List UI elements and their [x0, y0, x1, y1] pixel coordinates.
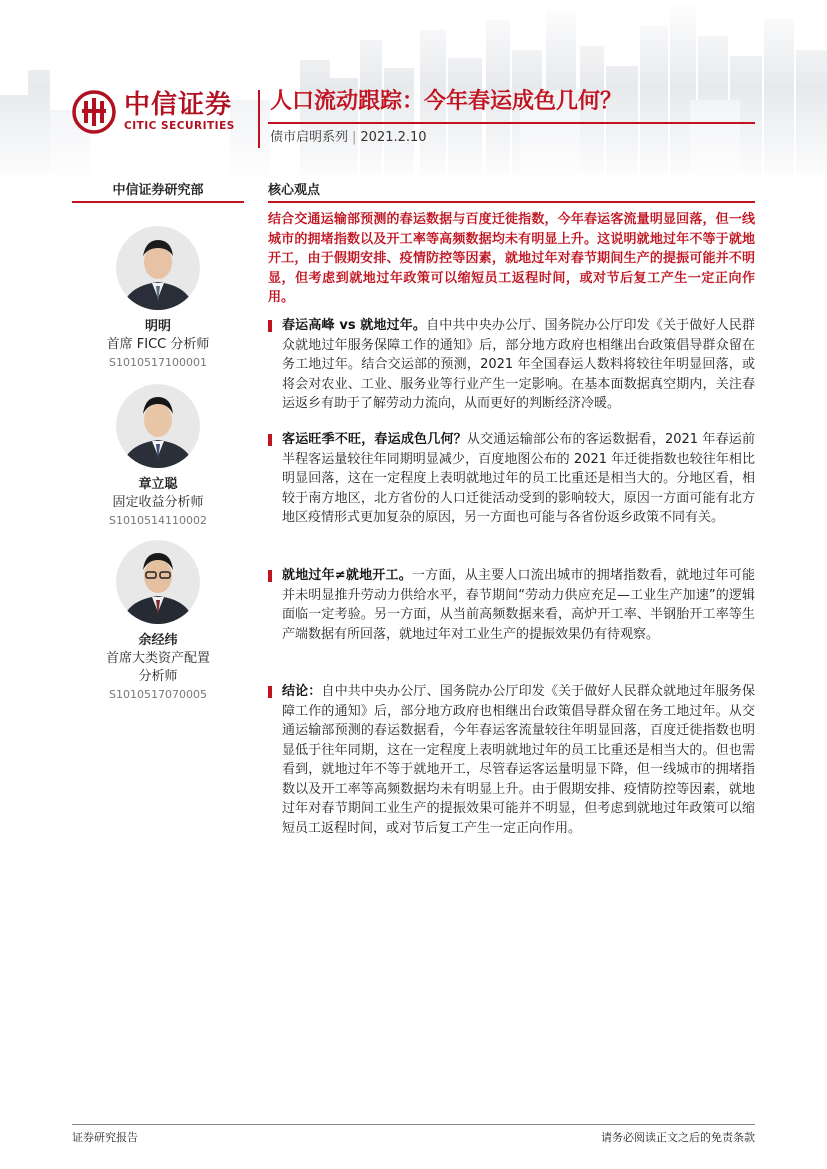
analyst-card: [72, 540, 244, 703]
summary-paragraph: 结合交通运输部预测的春运数据与百度迁徙指数，今年春运客流量明显回落，但一线城市的拥堵指数以及开工率等高频数据均未有明显上升。这说明就地过年不等于就地开工，由于假期安排、疫情防控等因素，就地过年对春节期间生产的提振可能并不明显，但考虑到就地过年政策可以缩短员工返程时间，或对节后复工产生一定正向作用。: [268, 212, 755, 305]
bullet-text: [282, 316, 755, 414]
bullet-point: [268, 566, 755, 644]
series-separator: |: [352, 130, 357, 145]
analyst-photo: [116, 540, 200, 624]
bullet-body: 一方面，从主要人口流出城市的拥堵指数看，就地过年可能并未明显推升劳动力供给水平，春节期间“劳动力供应充足—工业生产加速”的逻辑面临一定考验。另一方面，从当前高频数据来看，高炉开工率、半钢胎开工率等生产端数据有所回落，就地过年对工业生产的提振效果仍有待观察。: [282, 568, 755, 642]
bullet-lead: 客运旺季不旺，春运成色几何？: [282, 432, 467, 447]
title-underline: [268, 122, 755, 124]
analyst-title: 首席 FICC 分析师: [106, 337, 210, 352]
analyst-name: 余经纬: [138, 633, 178, 648]
report-date: 2021.2.10: [360, 130, 427, 145]
bullet-point: [268, 316, 755, 414]
logo-english-name: CITIC SECURITIES: [124, 120, 235, 132]
core-views-heading: 核心观点: [268, 183, 321, 198]
bullet-point: [268, 430, 755, 528]
footer-rule: [72, 1124, 755, 1125]
analyst-license-id: S1010517070005: [109, 688, 207, 701]
logo-chinese-name: 中信证券: [124, 90, 233, 120]
header-divider: [258, 90, 260, 148]
citic-logo: [72, 90, 252, 136]
bullet-text: [282, 430, 755, 528]
bullet-body: 自中共中央办公厅、国务院办公厅印发《关于做好人民群众就地过年服务保障工作的通知》后，部分地方政府也相继出台政策倡导群众留在务工地过年。结合交运部的预测，2021 年全国春运人数料将较往年明显回落，或将会对农业、工业、服务业等行业产生一定影响。在基本面数据真空期内，关注春运返乡有助于了解劳动力流向，从而更好的判断经济冷暖。: [282, 318, 755, 411]
bullet-text: [282, 682, 755, 838]
analyst-title: 固定收益分析师: [112, 495, 204, 510]
bullet-lead: 结论：: [282, 684, 322, 699]
report-header: [0, 0, 827, 175]
citic-logo-mark-icon: [72, 90, 116, 134]
bullet-marker: [268, 686, 272, 698]
analyst-card: [72, 226, 244, 371]
research-dept-heading: 中信证券研究部: [112, 183, 204, 198]
footer-report-type: 证券研究报告: [72, 1131, 138, 1144]
bullet-body: 自中共中央办公厅、国务院办公厅印发《关于做好人民群众就地过年服务保障工作的通知》后，部分地方政府也相继出台政策倡导群众留在务工地过年。从交通运输部预测的春运数据看，今年春运客流量较往年明显回落，百度迁徙指数也明显低于往年同期，这在一定程度上表明就地过年的员工比重还是相当大的。但也需看到，就地过年不等于就地开工，尽管春运客运量明显下降，但一线城市的拥堵指数以及开工率等高频数据均未有明显上升。由于假期安排、疫情防控等因素，就地过年对春节期间工业生产的提振效果可能并不明显，但考虑到就地过年政策可以缩短员工返程时间，或对节后复工产生一定正向作用。: [282, 684, 755, 836]
right-heading-rule: [268, 201, 755, 203]
series-name: 债市启明系列: [270, 130, 349, 145]
analyst-card: [72, 384, 244, 529]
analyst-photo: [116, 384, 200, 468]
bullet-marker: [268, 434, 272, 446]
report-title: 人口流动跟踪：今年春运成色几何？: [270, 89, 623, 114]
analyst-license-id: S1010514110002: [109, 514, 207, 527]
footer-disclaimer-note: 请务必阅读正文之后的免责条款: [601, 1131, 755, 1144]
bullet-lead: 春运高峰 vs 就地过年。: [282, 318, 427, 333]
analyst-title-line2: 分析师: [138, 669, 178, 684]
series-line: [270, 129, 427, 147]
analyst-name: 章立聪: [138, 477, 178, 492]
bullet-marker: [268, 320, 272, 332]
bullet-marker: [268, 570, 272, 582]
analyst-name: 明明: [144, 319, 171, 334]
analyst-title: 首席大类资产配置: [105, 651, 210, 666]
bullet-lead: 就地过年≠就地开工。: [282, 568, 412, 583]
bullet-text: [282, 566, 755, 644]
analyst-photo: [116, 226, 200, 310]
analyst-license-id: S1010517100001: [109, 356, 207, 369]
bullet-point: [268, 682, 755, 838]
bullet-body: 从交通运输部公布的客运数据看，2021 年春运前半程客运量较往年同期明显减少，百度地图公布的 2021 年迁徙指数也较往年相比明显回落，这在一定程度上表明就地过年的员工比重还是相当大的。分地区看，相较于南方地区，北方省份的人口迁徙活动受到的影响较大，原因一方面可能有北方地区疫情形式更加复杂的原因，另一方面也可能与各省份返乡政策不同有关。: [282, 432, 755, 525]
left-heading-rule: [72, 201, 244, 203]
